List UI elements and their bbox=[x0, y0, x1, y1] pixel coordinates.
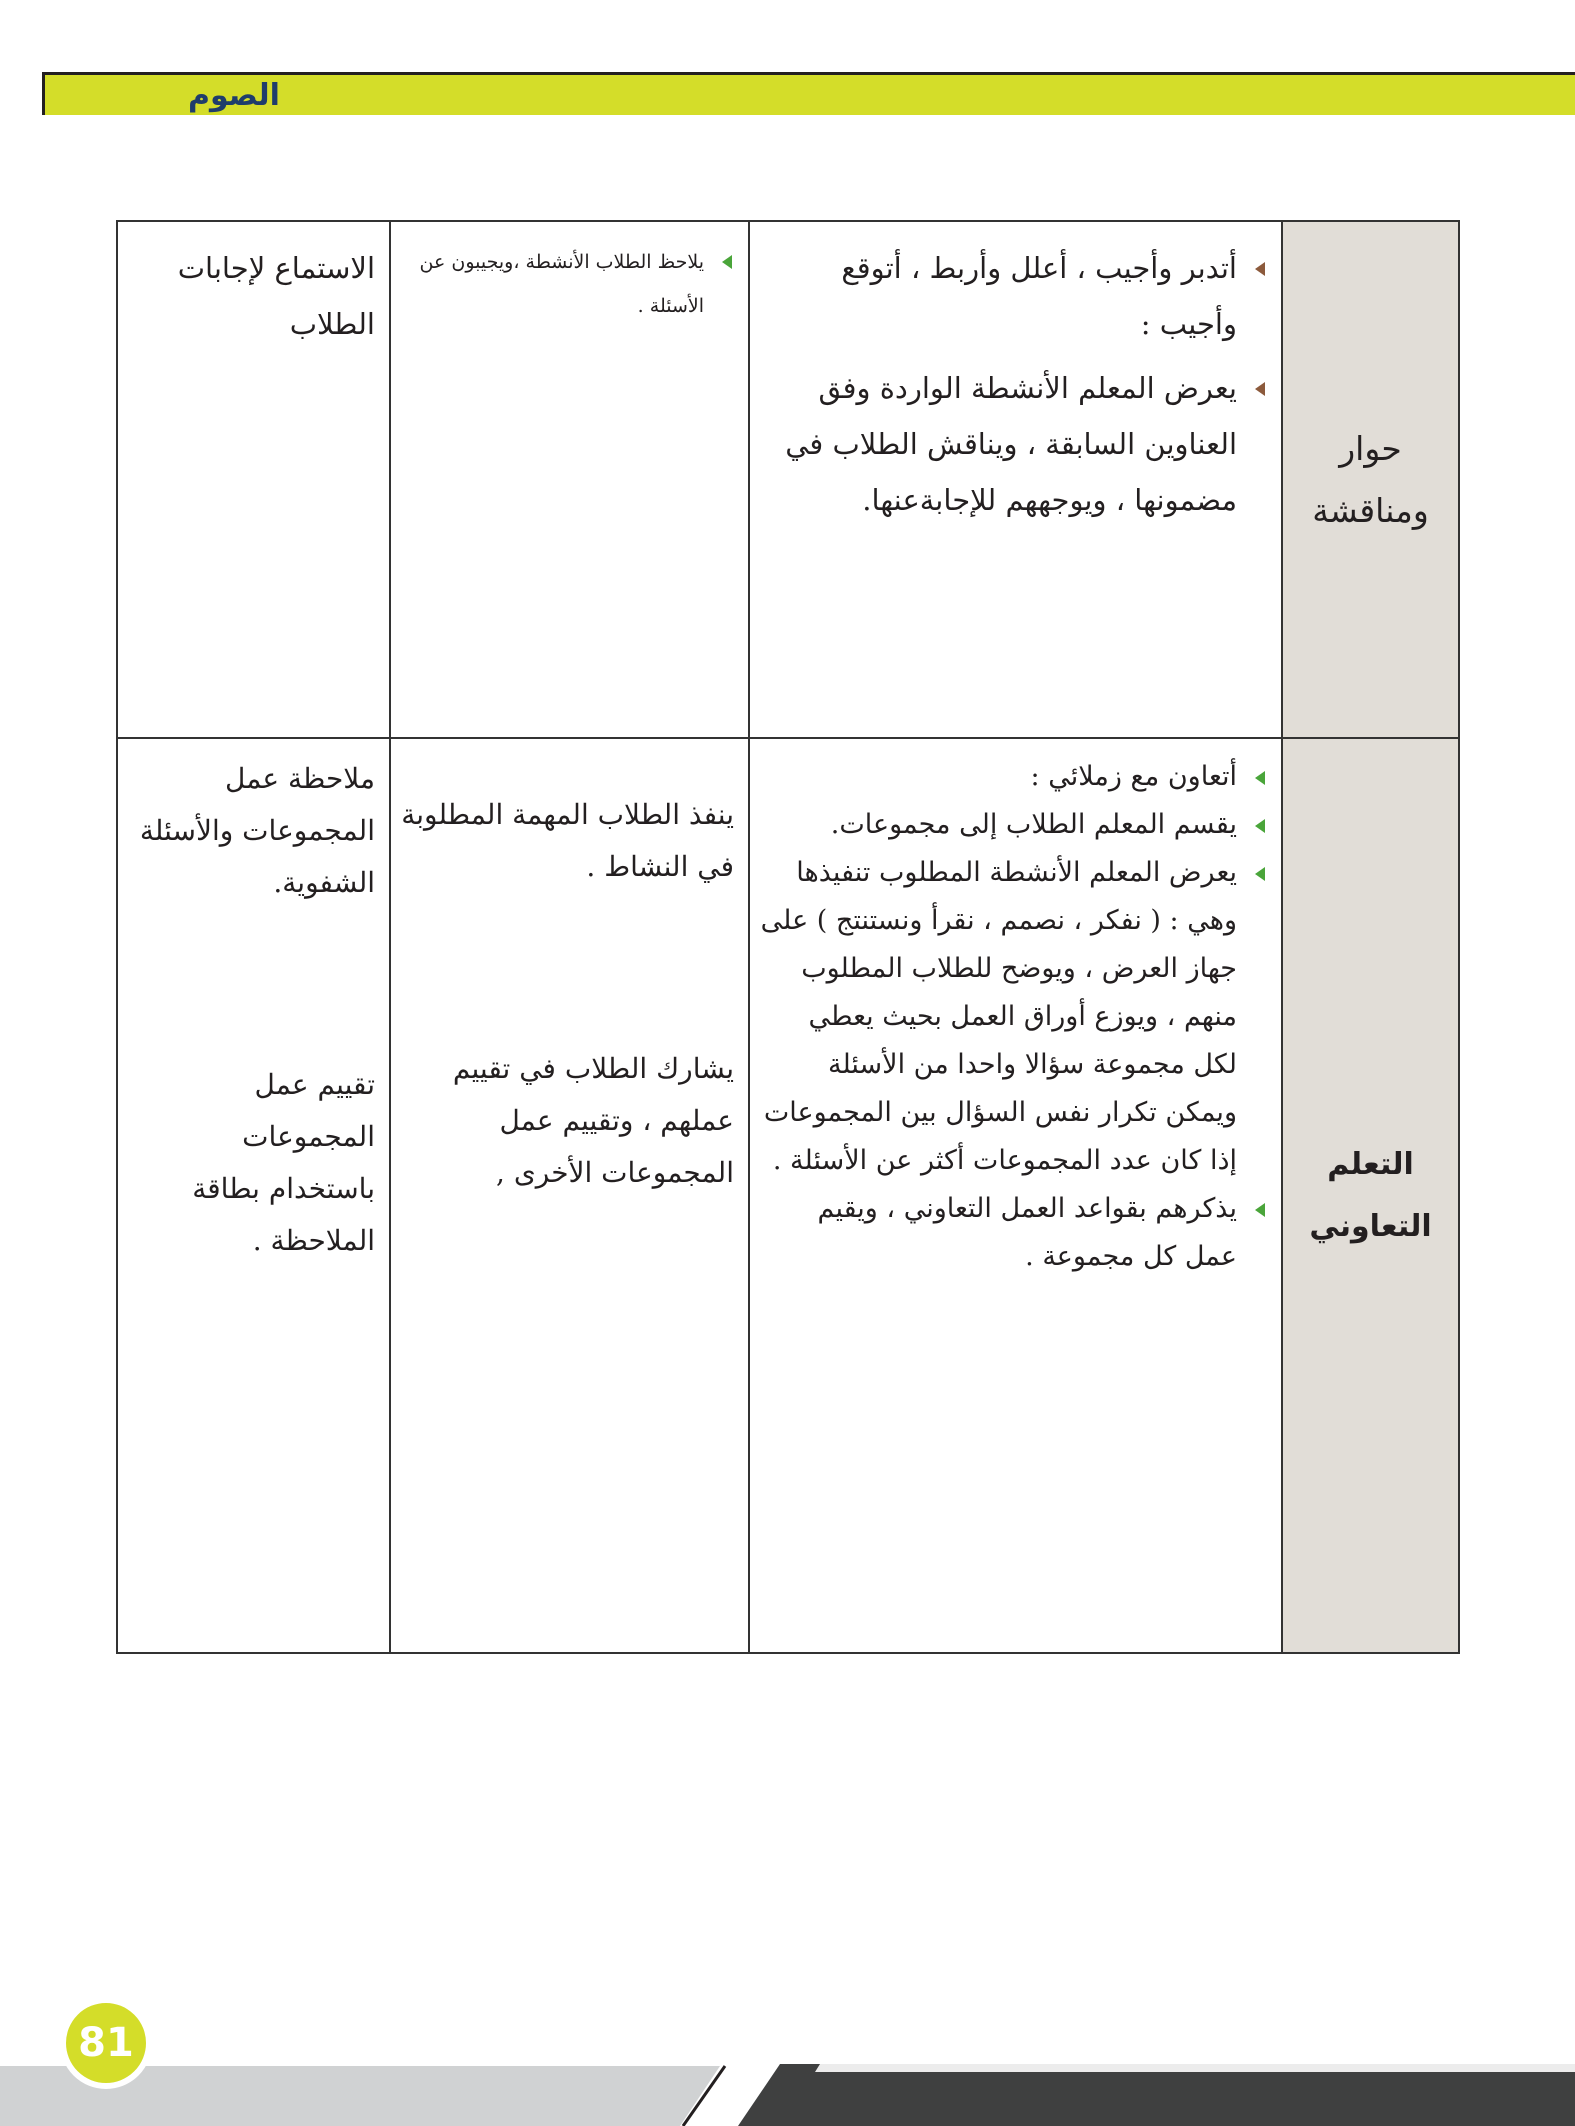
activities-cell bbox=[390, 221, 749, 738]
triangle-bullet-icon bbox=[1255, 382, 1265, 396]
stage-label-line: ومناقشة bbox=[1312, 490, 1429, 530]
activities-list bbox=[401, 240, 734, 328]
evaluation-text: الاستماع لإجابات الطلاب bbox=[177, 251, 375, 341]
stage-cell bbox=[1282, 738, 1459, 1653]
procedure-text: أتعاون مع زملائي : bbox=[1030, 761, 1237, 792]
page-title: الصوم bbox=[188, 78, 280, 113]
list-item bbox=[760, 753, 1267, 801]
procedure-text: يذكرهم بقواعد العمل التعاوني ، ويقيم عمل كل مجموعة . bbox=[817, 1193, 1237, 1272]
stage-label-line: التعاوني bbox=[1309, 1208, 1432, 1244]
footer-band bbox=[0, 2046, 1575, 2126]
activity-text: ينفذ الطلاب المهمة المطلوبة في النشاط . bbox=[401, 798, 734, 883]
table-row bbox=[117, 221, 1459, 738]
procedures-list bbox=[760, 240, 1267, 528]
procedure-text: أتدبر وأجيب ، أعلل وأربط ، أتوقع وأجيب : bbox=[841, 251, 1237, 341]
triangle-bullet-icon bbox=[1255, 262, 1265, 276]
stage-cell bbox=[1282, 221, 1459, 738]
list-item bbox=[760, 849, 1267, 1185]
list-item bbox=[760, 1185, 1267, 1281]
triangle-bullet-icon bbox=[1255, 819, 1265, 833]
procedure-text: يقسم المعلم الطلاب إلى مجموعات. bbox=[830, 809, 1237, 840]
activity-text: يشارك الطلاب في تقييم عملهم ، وتقييم عمل المجموعات الأخرى , bbox=[452, 1052, 734, 1189]
procedures-cell bbox=[749, 738, 1282, 1653]
evaluation-text: ملاحظة عمل المجموعات والأسئلة الشفوية. bbox=[139, 762, 375, 899]
activity-text: يلاحظ الطلاب الأنشطة ،ويجيبون عن الأسئلة . bbox=[419, 251, 704, 317]
stage-label-line: التعلم bbox=[1327, 1146, 1414, 1182]
table-row bbox=[117, 738, 1459, 1653]
list-item bbox=[760, 801, 1267, 849]
triangle-bullet-icon bbox=[1255, 1203, 1265, 1217]
footer-highlight bbox=[815, 2064, 1575, 2072]
list-item bbox=[760, 240, 1267, 352]
list-item bbox=[760, 360, 1267, 528]
stage-label-line: حوار bbox=[1339, 428, 1402, 468]
footer-dark-band bbox=[738, 2064, 1575, 2126]
lesson-table bbox=[116, 220, 1460, 1654]
page-number: 81 bbox=[60, 1997, 152, 2089]
evaluation-text: تقييم عمل المجموعات باستخدام بطاقة الملاحظة . bbox=[192, 1068, 375, 1257]
list-item bbox=[401, 240, 734, 328]
evaluation-cell bbox=[117, 221, 390, 738]
procedures-list bbox=[760, 753, 1267, 1281]
procedures-cell bbox=[749, 221, 1282, 738]
procedure-text: يعرض المعلم الأنشطة المطلوب تنفيذها وهي : ( نفكر ، نصمم ، نقرأ ونستنتج ) على جهاز العرض ، ويوضح للطلاب المطلوب منهم ، ويوزع أوراق العمل بحيث يعطي لكل مجموعة سؤالا واحدا من الأسئلة ويمكن تكرار نفس السؤال بين المجموعات إذا كان عدد المجموعات أكثر عن الأسئلة . bbox=[760, 857, 1237, 1176]
evaluation-cell bbox=[117, 738, 390, 1653]
triangle-bullet-icon bbox=[1255, 771, 1265, 785]
activities-cell bbox=[390, 738, 749, 1653]
procedure-text: يعرض المعلم الأنشطة الواردة وفق العناوين السابقة ، ويناقش الطلاب في مضمونها ، ويوجههم للإجابةعنها. bbox=[785, 371, 1237, 517]
triangle-bullet-icon bbox=[1255, 867, 1265, 881]
triangle-bullet-icon bbox=[722, 255, 732, 269]
